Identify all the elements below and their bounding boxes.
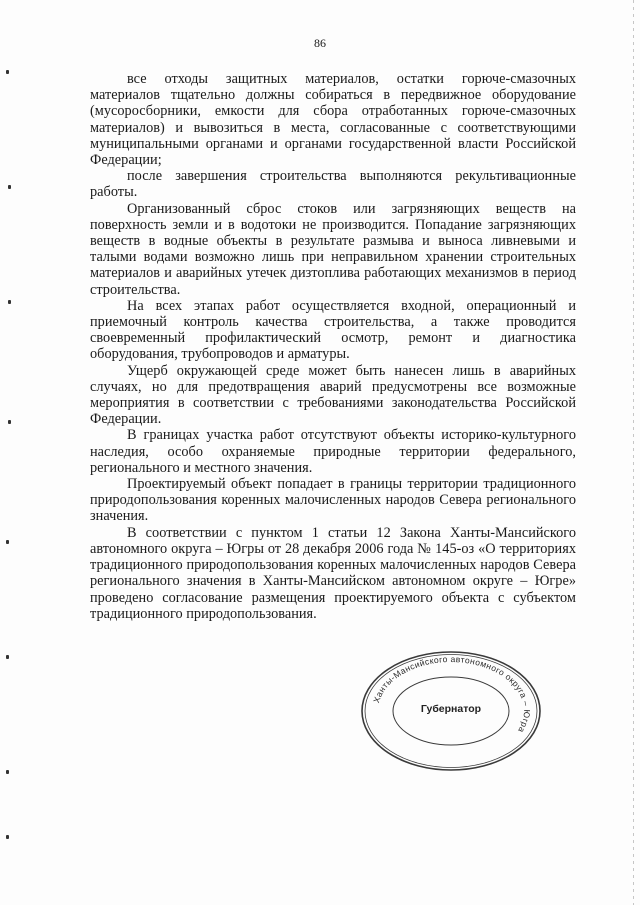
paragraph: В границах участка работ отсутствуют объекты историко-культурного наследия, особо охраняемые природные территории федерального, регионального и местного значения. (90, 427, 576, 476)
paragraph: после завершения строительства выполняются рекультивационные работы. (90, 168, 576, 201)
stamp-ring-text: Ханты-Мансийского автономного округа – Югра (371, 653, 533, 735)
paragraph: все отходы защитных материалов, остатки горюче-смазочных материалов тщательно должны собираться в передвижное оборудование (мусоросборники, емкости для сбора отработанных горюче-смазочных материалов) и вывозиться в места, согласованные с соответствующими муниципальными органами и органами государственной власти Российской Федерации; (90, 71, 576, 169)
scan-speck (6, 70, 9, 74)
paragraph: Ущерб окружающей среде может быть нанесен лишь в аварийных случаях, но для предотвращения аварий предусмотрены все возможные мероприятия в соответствии с требованиями законодательства Российской Федерации. (90, 362, 576, 428)
scan-speck (8, 300, 11, 304)
scan-speck (6, 770, 9, 774)
scan-speck (6, 540, 9, 544)
page-number: 86 (314, 36, 326, 50)
scan-speck (8, 420, 11, 424)
paragraph: Организованный сброс стоков или загрязняющих веществ на поверхность земли и в водотоки не производится. Попадание загрязняющих веществ в водные объекты в результате размыва и выноса ливневыми и талыми водами возможно лишь при неправильном хранении строительных материалов и аварийных утечек дизтоплива работающих механизмов в период строительства. (90, 200, 576, 298)
scan-speck (8, 185, 11, 189)
body-text (90, 71, 576, 622)
paragraph: В соответствии с пунктом 1 статьи 12 Закона Ханты-Мансийского автономного округа – Югры от 28 декабря 2006 года № 145-оз «О территориях традиционного природопользования коренных малочисленных народов Севера регионального значения в Ханты-Мансийском автономном округе – Югре» проведено согласование размещения проектируемого объекта с субъектом традиционного природопользования. (90, 524, 576, 622)
scan-edge (633, 0, 634, 905)
paragraph: На всех этапах работ осуществляется входной, операционный и приемочный контроль качества строительства, а также проводится своевременный профилактический осмотр, ремонт и диагностика оборудования, трубопроводов и арматуры. (90, 297, 576, 363)
stamp-center-text: Губернатор (420, 703, 482, 715)
scan-speck (6, 655, 9, 659)
paragraph: Проектируемый объект попадает в границы территории традиционного природопользования коренных малочисленных народов Севера регионального значения. (90, 476, 576, 525)
scan-speck (6, 835, 9, 839)
official-stamp (360, 650, 542, 772)
